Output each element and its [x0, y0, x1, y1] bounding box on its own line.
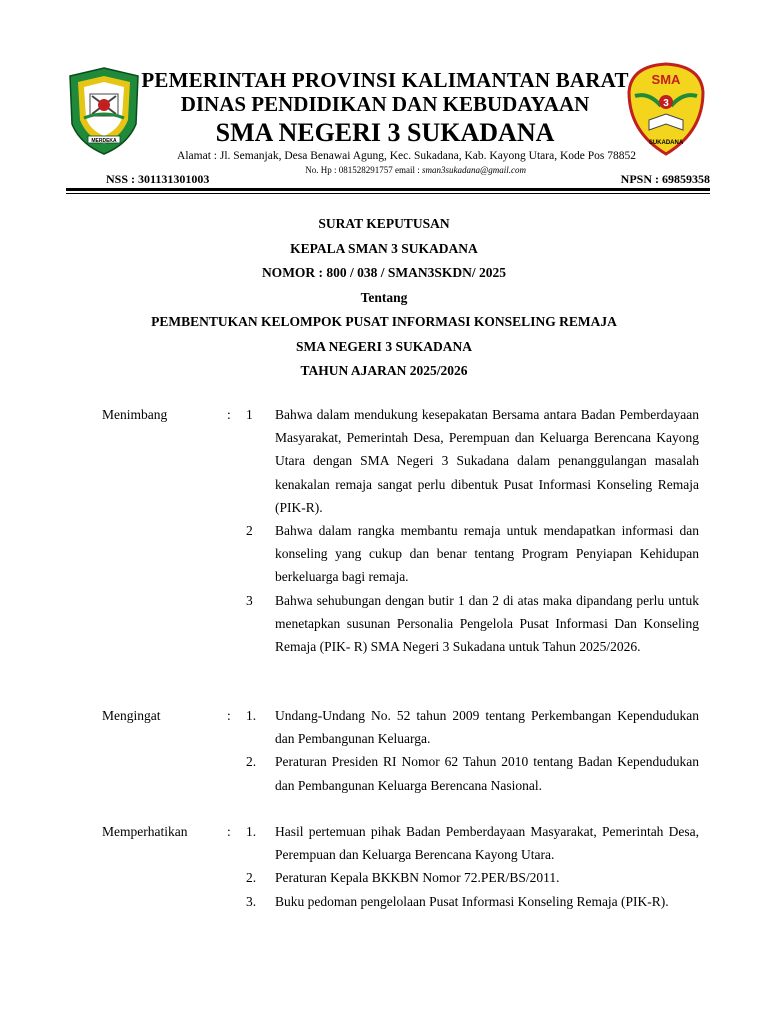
- item-text: Bahwa sehubungan dengan butir 1 dan 2 di atas maka dipandang perlu untuk menetapkan susunan Personalia Pengelola Pusat Informasi Dan Konseling Remaja (PIK- R) SMA Negeri 3 Sukadana untuk Tahun 2025/2026.: [275, 592, 699, 655]
- section-label: Menimbang: [102, 407, 168, 422]
- section-colon: :: [227, 824, 231, 839]
- logo-left-motto: MERDEKA: [91, 138, 117, 144]
- item-number: 2: [246, 523, 253, 539]
- letterhead-divider-thick: [66, 188, 710, 191]
- letterhead-school: SMA NEGERI 3 SUKADANA: [215, 118, 555, 147]
- list-item: [102, 519, 702, 589]
- title-school: SMA NEGERI 3 SUKADANA: [296, 338, 472, 354]
- item-number: 1: [246, 407, 253, 422]
- letterhead-address: Alamat : Jl. Semanjak, Desa Benawai Agung, Kec. Sukadana, Kab. Kayong Utara, Kode Pos 78852: [177, 150, 636, 162]
- item-text: Hasil pertemuan pihak Badan Pemberdayaan Masyarakat, Pemerintah Desa, Perempuan dan Keluarga Berencana Kayong Utara.: [275, 824, 699, 863]
- letterhead: [0, 0, 768, 195]
- logo-right-number: 3: [663, 98, 669, 109]
- list-item: [102, 589, 702, 659]
- item-text: Undang-Undang No. 52 tahun 2009 tentang Perkembangan Kependudukan dan Pembangunan Keluarga.: [275, 708, 699, 747]
- item-number: 3: [246, 592, 253, 608]
- section-label: Mengingat: [102, 708, 161, 723]
- letterhead-text: [140, 68, 630, 148]
- section-colon: :: [227, 407, 231, 422]
- section-mengingat: [102, 704, 702, 797]
- item-text: Peraturan Kepala BKKBN Nomor 72.PER/BS/2011.: [275, 870, 560, 886]
- nss-number: NSS : 301131301003: [106, 172, 210, 186]
- item-number: 1.: [246, 708, 257, 723]
- list-item: [102, 820, 702, 866]
- item-text: Buku pedoman pengelolaan Pusat Informasi Konseling Remaja (PIK-R).: [275, 893, 669, 909]
- title-year: TAHUN AJARAN 2025/2026: [300, 363, 468, 378]
- item-text: Peraturan Presiden RI Nomor 62 Tahun 2010 tentang Badan Kependudukan dan Pembangunan Keluarga Berencana Nasional.: [275, 754, 699, 793]
- letterhead-email: sman3sukadana@gmail.com: [421, 165, 526, 175]
- list-item: [102, 704, 702, 750]
- list-item: [102, 403, 702, 519]
- sma-3-school-emblem-icon: [627, 62, 705, 156]
- list-item: [102, 890, 702, 913]
- title-subject: PEMBENTUKAN KELOMPOK PUSAT INFORMASI KONSELING REMAJA: [151, 314, 617, 329]
- section-memperhatikan: [102, 820, 702, 913]
- item-number: 2.: [246, 754, 257, 770]
- item-number: 2.: [246, 870, 257, 886]
- item-text: Bahwa dalam mendukung kesepakatan Bersama antara Badan Pemberdayaan Masyarakat, Pemerintah Desa, Perempuan dan Keluarga Berencana Kayong Utara dengan SMA Negeri 3 Sukadana dalam penanggulangan masalah kenakalan remaja sangat perlu dibentuk Pusat Informasi Konseling Remaja (PIK-R).: [275, 407, 699, 515]
- section-colon: :: [227, 708, 231, 723]
- item-text: Bahwa dalam rangka membantu remaja untuk mendapatkan informasi dan konseling yang cukup dan benar tentang Program Penyiapan Kehidupan berkeluarga bagi remaja.: [275, 523, 699, 585]
- letterhead-divider-thin: [66, 193, 710, 194]
- item-number: 1.: [246, 824, 257, 839]
- npsn-number: NPSN : 69859358: [620, 172, 710, 186]
- title-issuer: KEPALA SMAN 3 SUKADANA: [290, 240, 478, 256]
- title-about: Tentang: [360, 289, 408, 305]
- kalbar-province-emblem-icon: [68, 66, 140, 156]
- logo-right-sma: SMA: [651, 72, 681, 87]
- section-menimbang: [102, 403, 702, 658]
- logo-right-name: SUKADANA: [648, 140, 684, 146]
- letterhead-agency: DINAS PENDIDIKAN DAN KEBUDAYAAN: [180, 92, 590, 116]
- decree-title: [0, 212, 768, 384]
- letterhead-phone: No. Hp : 081528291757 email :: [305, 165, 422, 175]
- section-label: Memperhatikan: [102, 824, 188, 839]
- list-item: [102, 750, 702, 796]
- letterhead-government: PEMERINTAH PROVINSI KALIMANTAN BARAT: [141, 68, 629, 92]
- item-number: 3.: [246, 893, 257, 909]
- list-item: [102, 866, 702, 889]
- title-decree: SURAT KEPUTUSAN: [318, 216, 450, 231]
- title-number: NOMOR : 800 / 038 / SMAN3SKDN/ 2025: [261, 265, 507, 280]
